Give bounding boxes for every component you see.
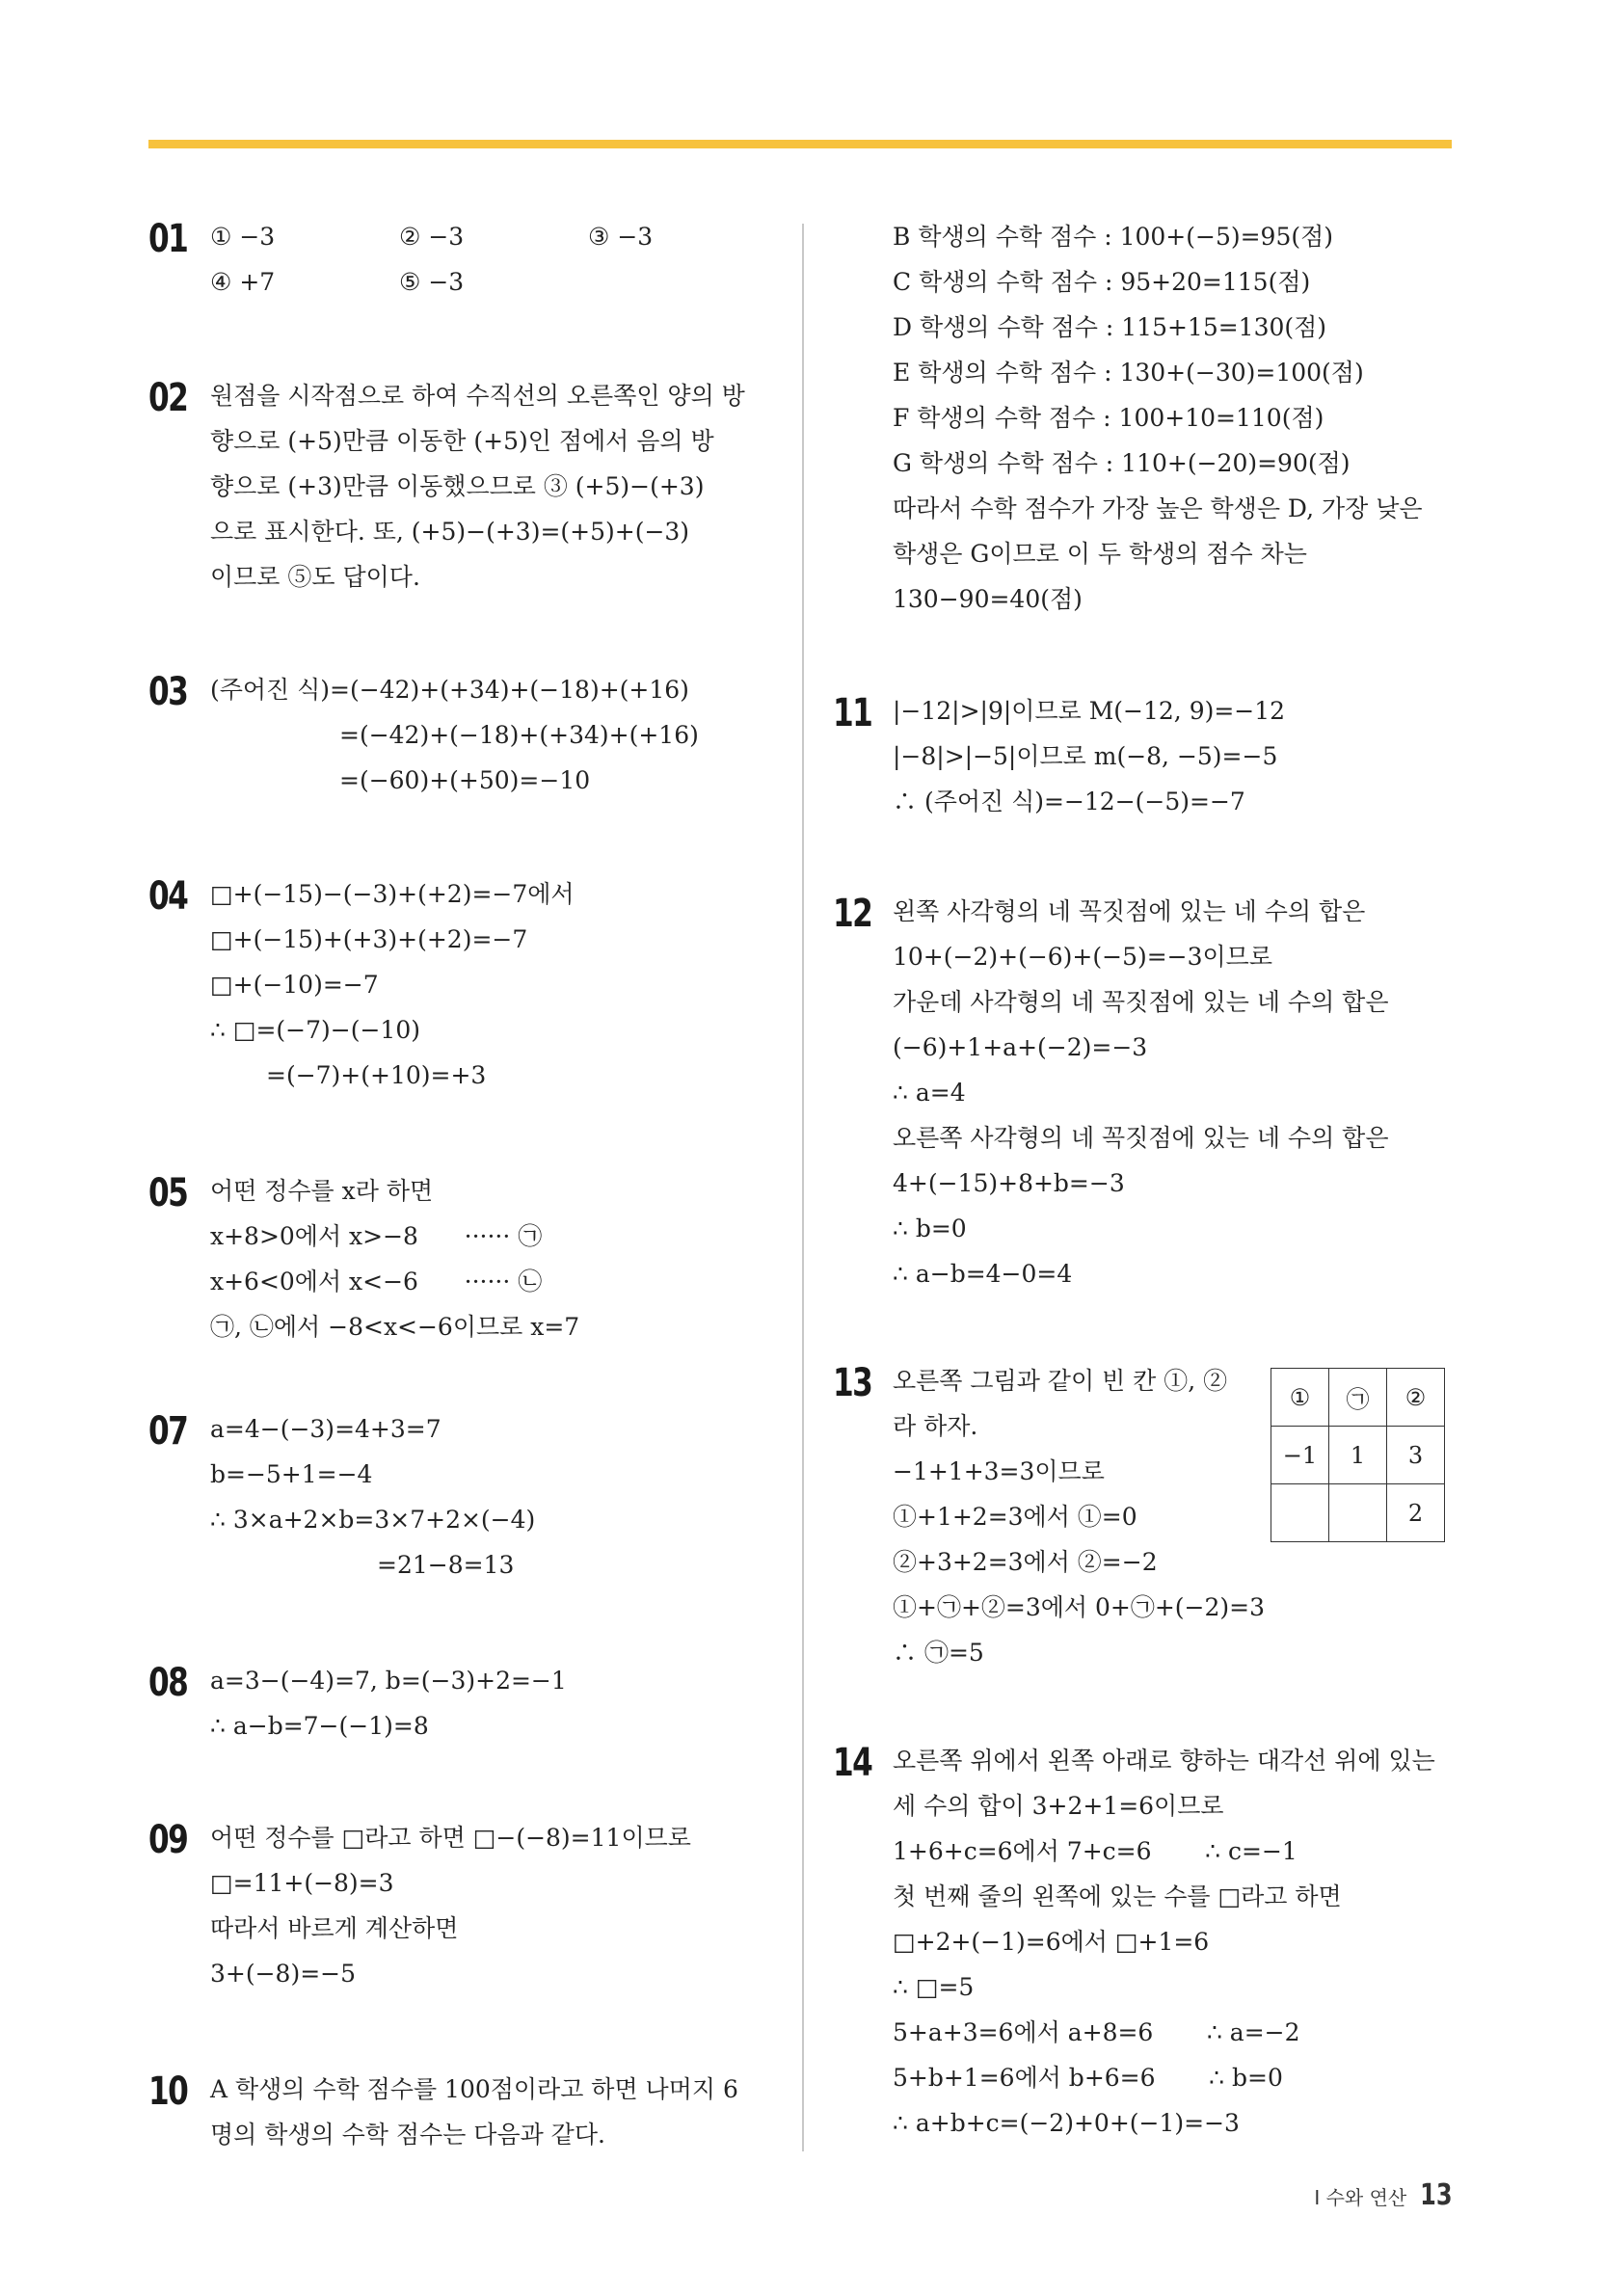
text-line: ∴ □=5 bbox=[893, 1973, 975, 2001]
text-line: ∴ a−b=4−0=4 bbox=[893, 1260, 1073, 1288]
text-line: ∴ □=(−7)−(−10) bbox=[210, 1016, 420, 1044]
choice-3: ③ −3 bbox=[588, 223, 654, 251]
text-line: 첫 번째 줄의 왼쪽에 있는 수를 □라고 하면 bbox=[893, 1882, 1342, 1910]
text-line: 학생은 G이므로 이 두 학생의 점수 차는 bbox=[893, 540, 1307, 568]
text-line: (−6)+1+a+(−2)=−3 bbox=[893, 1033, 1148, 1061]
text-line: 이므로 ⑤도 답이다. bbox=[210, 563, 420, 591]
choice-1: ① −3 bbox=[210, 223, 276, 251]
text-line: ①+1+2=3에서 ①=0 bbox=[893, 1503, 1137, 1531]
problem-number: 08 bbox=[148, 1661, 188, 1705]
problem-body bbox=[210, 373, 785, 600]
text-line: 10+(−2)+(−6)+(−5)=−3이므로 bbox=[893, 943, 1272, 971]
text-line: F 학생의 수학 점수 : 100+10=110(점) bbox=[893, 404, 1324, 432]
problem-body bbox=[210, 1406, 785, 1588]
text-line: 어떤 정수를 x라 하면 bbox=[210, 1177, 434, 1205]
text-line: ∴ a−b=7−(−1)=8 bbox=[210, 1712, 429, 1740]
grid-row bbox=[1271, 1369, 1445, 1427]
grid-cell bbox=[1329, 1484, 1387, 1542]
grid-row bbox=[1271, 1484, 1445, 1542]
text-line: 세 수의 합이 3+2+1=6이므로 bbox=[893, 1792, 1224, 1820]
grid-cell: 3 bbox=[1387, 1427, 1445, 1484]
text-line: 향으로 (+5)만큼 이동한 (+5)인 점에서 음의 방 bbox=[210, 427, 714, 455]
grid-cell: 2 bbox=[1387, 1484, 1445, 1542]
text-line: ∴ a=4 bbox=[893, 1079, 966, 1107]
text-line: 오른쪽 그림과 같이 빈 칸 ①, ② bbox=[893, 1367, 1228, 1395]
text-line: 왼쪽 사각형의 네 꼭짓점에 있는 네 수의 합은 bbox=[893, 897, 1366, 925]
text-line: 명의 학생의 수학 점수는 다음과 같다. bbox=[210, 2121, 605, 2149]
grid-cell: ② bbox=[1387, 1369, 1445, 1427]
text-line: □+(−15)−(−3)+(+2)=−7에서 bbox=[210, 880, 575, 908]
text-line: □+2+(−1)=6에서 □+1=6 bbox=[893, 1928, 1210, 1956]
number-grid bbox=[1271, 1368, 1445, 1542]
problem-body bbox=[893, 688, 1459, 824]
text-line: 따라서 수학 점수가 가장 높은 학생은 D, 가장 낮은 bbox=[893, 494, 1423, 522]
choice-4: ④ +7 bbox=[210, 268, 276, 296]
problem-number: 04 bbox=[148, 874, 188, 919]
text-line: G 학생의 수학 점수 : 110+(−20)=90(점) bbox=[893, 449, 1351, 477]
problem-number: 03 bbox=[148, 670, 188, 714]
text-line: 오른쪽 사각형의 네 꼭짓점에 있는 네 수의 합은 bbox=[893, 1124, 1389, 1152]
text-line: ①+㉠+②=3에서 0+㉠+(−2)=3 bbox=[893, 1593, 1266, 1621]
text-line: 130−90=40(점) bbox=[893, 585, 1083, 613]
text-line: ∴ b=0 bbox=[893, 1215, 967, 1242]
text-line: 3+(−8)=−5 bbox=[210, 1960, 357, 1988]
problem-body bbox=[210, 2067, 785, 2157]
problem-body bbox=[893, 214, 1459, 622]
grid-cell bbox=[1271, 1484, 1329, 1542]
text-line: ∴ (주어진 식)=−12−(−5)=−7 bbox=[893, 788, 1245, 815]
text-line: a=3−(−4)=7, b=(−3)+2=−1 bbox=[210, 1667, 567, 1695]
problem-number: 09 bbox=[148, 1818, 188, 1862]
text-line: 원점을 시작점으로 하여 수직선의 오른쪽인 양의 방 bbox=[210, 382, 745, 410]
text-line: □=11+(−8)=3 bbox=[210, 1869, 394, 1897]
problem-body bbox=[893, 1738, 1459, 2146]
text-line: 5+a+3=6에서 a+8=6 ∴ a=−2 bbox=[893, 2018, 1300, 2046]
text-line: |−12|>|9|이므로 M(−12, 9)=−12 bbox=[893, 697, 1286, 725]
text-line: B 학생의 수학 점수 : 100+(−5)=95(점) bbox=[893, 223, 1334, 251]
header-accent-bar bbox=[148, 140, 1452, 148]
text-line: |−8|>|−5|이므로 m(−8, −5)=−5 bbox=[893, 742, 1278, 770]
problem-number: 01 bbox=[148, 217, 188, 261]
text-line: x+6<0에서 x<−6 ······ ㉡ bbox=[210, 1268, 543, 1295]
text-line: ∴ ㉠=5 bbox=[893, 1639, 984, 1667]
grid-cell: ① bbox=[1271, 1369, 1329, 1427]
grid-cell: ㉠ bbox=[1329, 1369, 1387, 1427]
text-line: 라 하자. bbox=[893, 1412, 978, 1440]
text-line: ㉠, ㉡에서 −8<x<−6이므로 x=7 bbox=[210, 1313, 580, 1341]
problem-number: 13 bbox=[833, 1361, 872, 1405]
page-number: 13 bbox=[1420, 2178, 1453, 2212]
text-line: ∴ 3×a+2×b=3×7+2×(−4) bbox=[210, 1506, 536, 1534]
problem-body bbox=[210, 667, 785, 803]
answer-choices bbox=[210, 214, 785, 305]
text-line: x+8>0에서 x>−8 ······ ㉠ bbox=[210, 1222, 543, 1250]
text-line: 으로 표시한다. 또, (+5)−(+3)=(+5)+(−3) bbox=[210, 518, 690, 546]
text-line: a=4−(−3)=4+3=7 bbox=[210, 1415, 441, 1443]
text-line: 가운데 사각형의 네 꼭짓점에 있는 네 수의 합은 bbox=[893, 988, 1389, 1016]
text-line: =(−42)+(−18)+(+34)+(+16) bbox=[339, 721, 699, 749]
text-line: 오른쪽 위에서 왼쪽 아래로 향하는 대각선 위에 있는 bbox=[893, 1747, 1435, 1775]
text-line: 따라서 바르게 계산하면 bbox=[210, 1914, 459, 1942]
problem-number: 14 bbox=[833, 1741, 872, 1785]
problem-number: 12 bbox=[833, 892, 872, 936]
choice-5: ⑤ −3 bbox=[399, 268, 465, 296]
text-line: ∴ a+b+c=(−2)+0+(−1)=−3 bbox=[893, 2109, 1240, 2137]
text-line: D 학생의 수학 점수 : 115+15=130(점) bbox=[893, 313, 1327, 341]
text-line: b=−5+1=−4 bbox=[210, 1460, 373, 1488]
text-line: A 학생의 수학 점수를 100점이라고 하면 나머지 6 bbox=[210, 2075, 738, 2103]
column-divider bbox=[802, 224, 804, 2151]
text-line: E 학생의 수학 점수 : 130+(−30)=100(점) bbox=[893, 359, 1364, 387]
text-line: 4+(−15)+8+b=−3 bbox=[893, 1169, 1125, 1197]
text-line: 1+6+c=6에서 7+c=6 ∴ c=−1 bbox=[893, 1837, 1297, 1865]
grid-cell: 1 bbox=[1329, 1427, 1387, 1484]
problem-body bbox=[210, 214, 785, 305]
choice-2: ② −3 bbox=[399, 223, 465, 251]
problem-number: 05 bbox=[148, 1171, 188, 1215]
problem-body bbox=[210, 1815, 785, 1996]
text-line: =(−60)+(+50)=−10 bbox=[339, 766, 591, 794]
text-line: C 학생의 수학 점수 : 95+20=115(점) bbox=[893, 268, 1311, 296]
text-line: (주어진 식)=(−42)+(+34)+(−18)+(+16) bbox=[210, 676, 689, 704]
text-line: =21−8=13 bbox=[377, 1551, 515, 1579]
text-line: ②+3+2=3에서 ②=−2 bbox=[893, 1548, 1158, 1576]
problem-body bbox=[210, 1658, 785, 1749]
text-line: 어떤 정수를 □라고 하면 □−(−8)=11이므로 bbox=[210, 1824, 691, 1852]
section-label: Ⅰ 수와 연산 bbox=[1314, 2186, 1407, 2209]
text-line: =(−7)+(+10)=+3 bbox=[266, 1061, 487, 1089]
text-line: □+(−15)+(+3)+(+2)=−7 bbox=[210, 925, 528, 953]
text-line: □+(−10)=−7 bbox=[210, 971, 379, 999]
problem-body bbox=[210, 871, 785, 1098]
problem-number: 02 bbox=[148, 376, 188, 420]
grid-row bbox=[1271, 1427, 1445, 1484]
text-line: −1+1+3=3이므로 bbox=[893, 1457, 1105, 1485]
grid-cell: −1 bbox=[1271, 1427, 1329, 1484]
problem-body bbox=[210, 1168, 785, 1349]
problem-number: 07 bbox=[148, 1409, 188, 1454]
text-line: 향으로 (+3)만큼 이동했으므로 ③ (+5)−(+3) bbox=[210, 472, 705, 500]
page-footer bbox=[1314, 2178, 1457, 2212]
problem-number: 11 bbox=[833, 691, 872, 735]
text-line: 5+b+1=6에서 b+6=6 ∴ b=0 bbox=[893, 2064, 1283, 2092]
problem-number: 10 bbox=[148, 2069, 188, 2114]
problem-body bbox=[893, 889, 1459, 1296]
